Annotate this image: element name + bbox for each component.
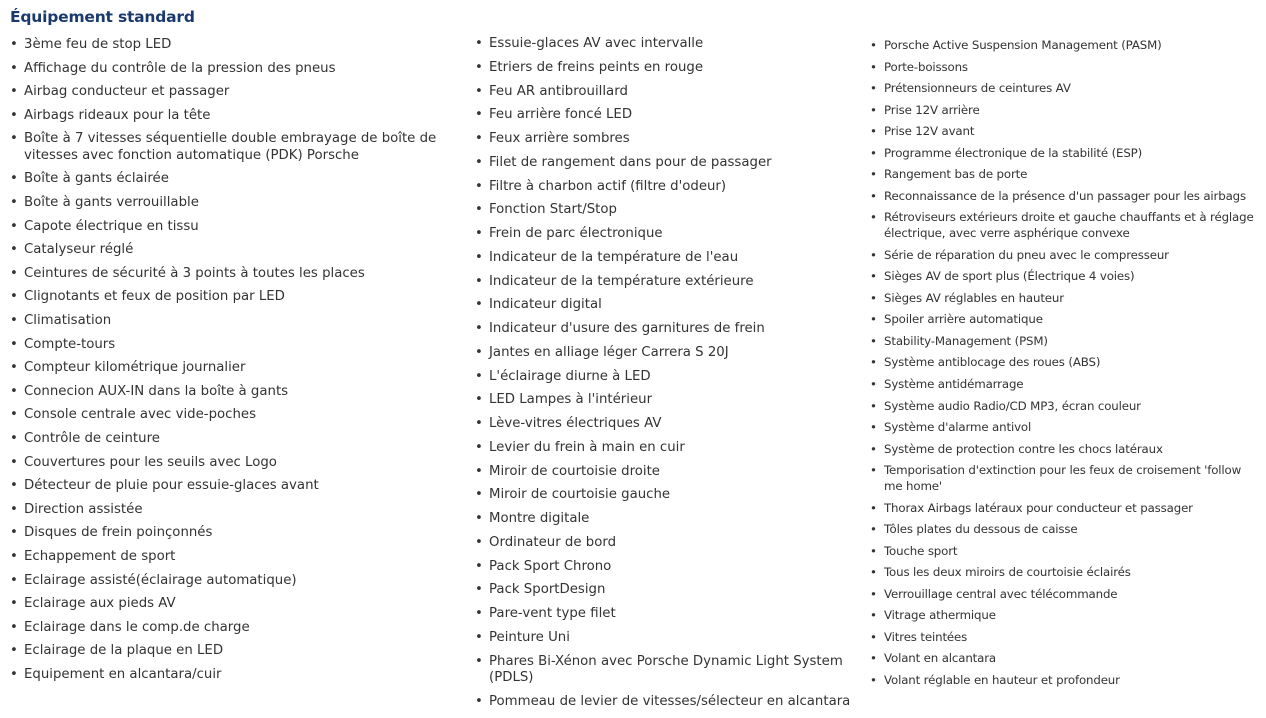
equipment-item: • 3ème feu de stop LED [10,37,465,54]
equipment-item: • Porsche Active Suspension Management (PASM) [870,38,1262,54]
equipment-list-column-2 [475,36,865,718]
section-title: Équipement standard [10,8,195,26]
equipment-item: • Pare-vent type filet [475,606,865,623]
equipment-item: • Indicateur de la température de l'eau [475,250,865,267]
equipment-item: • Reconnaissance de la présence d'un passager pour les airbags [870,189,1262,205]
equipment-item: • Pack SportDesign [475,582,865,599]
equipment-item: • Prétensionneurs de ceintures AV [870,81,1262,97]
equipment-item: • Compteur kilométrique journalier [10,360,465,377]
equipment-item: • Feux arrière sombres [475,131,865,148]
equipment-item: • L'éclairage diurne à LED [475,369,865,386]
equipment-item: • Volant en alcantara [870,651,1262,667]
equipment-item: • LED Lampes à l'intérieur [475,392,865,409]
equipment-item: • Direction assistée [10,502,465,519]
equipment-item: • Rétroviseurs extérieurs droite et gauche chauffants et à réglage électrique, avec verre asphérique convexe [870,210,1262,242]
equipment-item: • Filet de rangement dans pour de passager [475,155,865,172]
equipment-item: • Programme électronique de la stabilité (ESP) [870,146,1262,162]
equipment-item: • Rangement bas de porte [870,167,1262,183]
equipment-item: • Miroir de courtoisie droite [475,464,865,481]
equipment-item: • Détecteur de pluie pour essuie-glaces avant [10,478,465,495]
equipment-item: • Feu AR antibrouillard [475,84,865,101]
equipment-item: • Sièges AV réglables en hauteur [870,291,1262,307]
equipment-item: • Capote électrique en tissu [10,219,465,236]
equipment-item: • Climatisation [10,313,465,330]
equipment-item: • Airbag conducteur et passager [10,84,465,101]
equipment-item: • Equipement en alcantara/cuir [10,667,465,684]
equipment-item: • Stability-Management (PSM) [870,334,1262,350]
equipment-item: • Miroir de courtoisie gauche [475,487,865,504]
equipment-item: • Boîte à gants verrouillable [10,195,465,212]
equipment-item: • Spoiler arrière automatique [870,312,1262,328]
equipment-item: • Connecion AUX-IN dans la boîte à gants [10,384,465,401]
equipment-item: • Série de réparation du pneu avec le compresseur [870,248,1262,264]
equipment-item: • Eclairage dans le comp.de charge [10,620,465,637]
equipment-item: • Thorax Airbags latéraux pour conducteur et passager [870,501,1262,517]
equipment-item: • Vitrage athermique [870,608,1262,624]
equipment-item: • Echappement de sport [10,549,465,566]
equipment-item: • Contrôle de ceinture [10,431,465,448]
equipment-list-column-1 [10,37,465,691]
equipment-item: • Indicateur digital [475,297,865,314]
equipment-item: • Eclairage de la plaque en LED [10,643,465,660]
equipment-item: • Fonction Start/Stop [475,202,865,219]
equipment-item: • Lève-vitres électriques AV [475,416,865,433]
equipment-item: • Système de protection contre les chocs latéraux [870,442,1262,458]
equipment-item: • Clignotants et feux de position par LED [10,289,465,306]
equipment-list-column-3 [870,38,1262,694]
equipment-item: • Prise 12V arrière [870,103,1262,119]
equipment-item: • Système d'alarme antivol [870,420,1262,436]
equipment-item: • Filtre à charbon actif (filtre d'odeur) [475,179,865,196]
equipment-item: • Vitres teintées [870,630,1262,646]
equipment-item: • Volant réglable en hauteur et profondeur [870,673,1262,689]
equipment-item: • Indicateur de la température extérieure [475,274,865,291]
equipment-item: • Tôles plates du dessous de caisse [870,522,1262,538]
equipment-item: • Phares Bi-Xénon avec Porsche Dynamic Light System (PDLS) [475,654,865,687]
equipment-item: • Temporisation d'extinction pour les feux de croisement 'follow me home' [870,463,1262,495]
equipment-item: • Touche sport [870,544,1262,560]
equipment-item: • Catalyseur réglé [10,242,465,259]
equipment-item: • Couvertures pour les seuils avec Logo [10,455,465,472]
equipment-item: • Disques de frein poinçonnés [10,525,465,542]
equipment-item: • Essuie-glaces AV avec intervalle [475,36,865,53]
equipment-item: • Jantes en alliage léger Carrera S 20J [475,345,865,362]
equipment-item: • Sièges AV de sport plus (Électrique 4 voies) [870,269,1262,285]
equipment-item: • Affichage du contrôle de la pression des pneus [10,61,465,78]
equipment-item: • Ordinateur de bord [475,535,865,552]
equipment-item: • Ceintures de sécurité à 3 points à toutes les places [10,266,465,283]
equipment-item: • Système antiblocage des roues (ABS) [870,355,1262,371]
equipment-item: • Console centrale avec vide-poches [10,407,465,424]
equipment-item: • Porte-boissons [870,60,1262,76]
equipment-item: • Levier du frein à main en cuir [475,440,865,457]
equipment-item: • Eclairage aux pieds AV [10,596,465,613]
equipment-item: • Boîte à 7 vitesses séquentielle double embrayage de boîte de vitesses avec fonction automatique (PDK) Porsche [10,131,465,164]
equipment-item: • Etriers de freins peints en rouge [475,60,865,77]
equipment-item: • Pack Sport Chrono [475,559,865,576]
equipment-item: • Tous les deux miroirs de courtoisie éclairés [870,565,1262,581]
equipment-item: • Montre digitale [475,511,865,528]
equipment-item: • Feu arrière foncé LED [475,107,865,124]
equipment-item: • Eclairage assisté(éclairage automatique) [10,573,465,590]
equipment-item: • Verrouillage central avec télécommande [870,587,1262,603]
equipment-item: • Système audio Radio/CD MP3, écran couleur [870,399,1262,415]
equipment-item: • Pommeau de levier de vitesses/sélecteur en alcantara [475,694,865,711]
equipment-item: • Prise 12V avant [870,124,1262,140]
equipment-item: • Indicateur d'usure des garnitures de frein [475,321,865,338]
equipment-item: • Frein de parc électronique [475,226,865,243]
equipment-item: • Airbags rideaux pour la tête [10,108,465,125]
equipment-item: • Boîte à gants éclairée [10,171,465,188]
equipment-item: • Système antidémarrage [870,377,1262,393]
equipment-item: • Peinture Uni [475,630,865,647]
equipment-item: • Compte-tours [10,337,465,354]
